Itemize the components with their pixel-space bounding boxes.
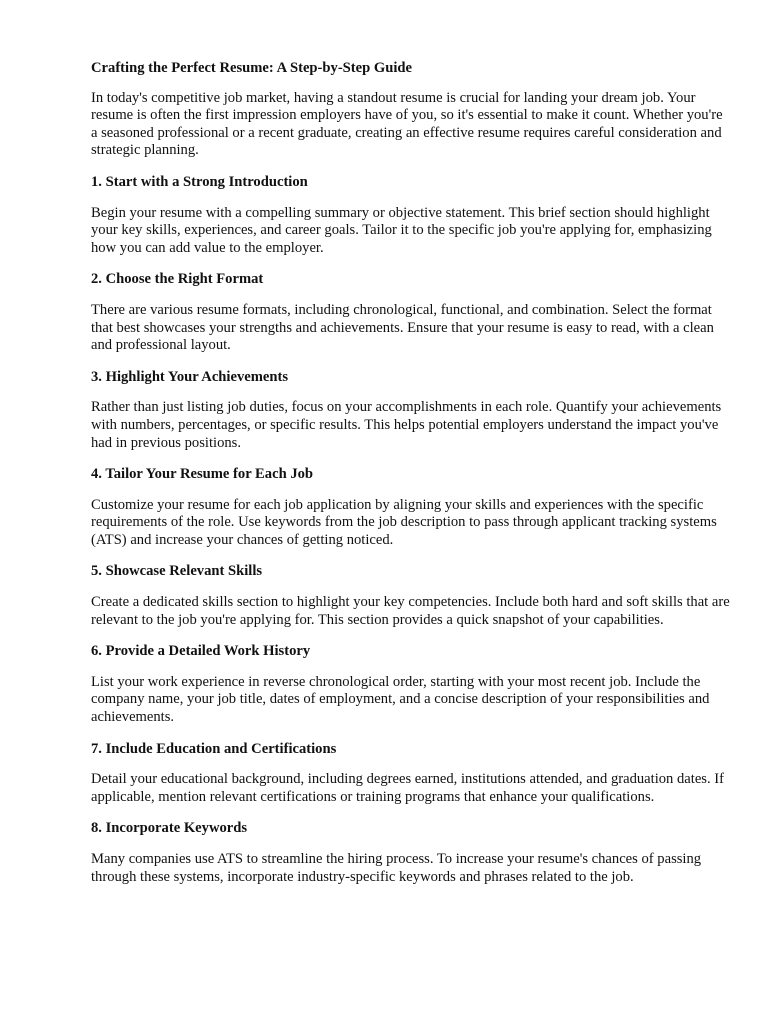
- section-body: Create a dedicated skills section to highlight your key competencies. Include both hard and soft skills that are relevant to the job you're applying for. This section provides a quick snapshot of your capabilities.: [91, 594, 730, 628]
- section-body: Customize your resume for each job application by aligning your skills and experiences with the specific requirements of the role. Use keywords from the job description to pass through applicant tracking systems (ATS) and increase your chances of getting noticed.: [91, 496, 717, 548]
- section-heading: 3. Highlight Your Achievements: [91, 368, 289, 385]
- section-heading: 6. Provide a Detailed Work History: [91, 643, 311, 660]
- section-body: There are various resume formats, including chronological, functional, and combination. Select the format that best showcases your strengths and achievements. Ensure that your resume is easy to read, with a clean and professional layout.: [91, 301, 714, 354]
- section-heading: 4. Tailor Your Resume for Each Job: [91, 466, 314, 483]
- section-5: [91, 563, 731, 629]
- section-2: [91, 271, 731, 354]
- section-body: Many companies use ATS to streamline the hiring process. To increase your resume's chances of passing through these systems, incorporate industry-specific keywords and phrases related to the job.: [91, 851, 702, 885]
- section-body: Rather than just listing job duties, focus on your accomplishments in each role. Quantify your achievements with numbers, percentages, or specific results. This helps potential employers understand the impact you've had in previous positions.: [91, 399, 722, 451]
- section-7: [91, 741, 731, 807]
- section-heading: 7. Include Education and Certifications: [91, 740, 337, 757]
- section-heading: 5. Showcase Relevant Skills: [91, 563, 263, 580]
- document-title: Crafting the Perfect Resume: A Step-by-Step Guide: [91, 60, 413, 76]
- section-body: Detail your educational background, including degrees earned, institutions attended, and graduation dates. If applicable, mention relevant certifications or training programs that enhance your qualifications.: [91, 771, 725, 805]
- section-8: [91, 820, 731, 886]
- section-3: [91, 369, 731, 452]
- section-body: Begin your resume with a compelling summary or objective statement. This brief section should highlight your key skills, experiences, and career goals. Tailor it to the specific job you're applying for, emphasizing how you can add value to the employer.: [91, 204, 712, 256]
- section-body: List your work experience in reverse chronological order, starting with your most recent job. Include the company name, your job title, dates of employment, and a concise description of your responsibilities and achievements.: [91, 673, 710, 726]
- document-page: [91, 60, 731, 900]
- section-6: [91, 643, 731, 726]
- intro-paragraph: In today's competitive job market, having a standout resume is crucial for landing your dream job. Your resume is often the first impression employers have of you, so it's essential to make it count. Whether you're a seasoned professional or a recent graduate, creating an effective resume requires careful consideration and strategic planning.: [91, 89, 723, 159]
- section-4: [91, 466, 731, 549]
- section-1: [91, 174, 731, 257]
- section-heading: 1. Start with a Strong Introduction: [91, 173, 308, 190]
- section-heading: 2. Choose the Right Format: [91, 271, 264, 288]
- section-heading: 8. Incorporate Keywords: [91, 820, 248, 837]
